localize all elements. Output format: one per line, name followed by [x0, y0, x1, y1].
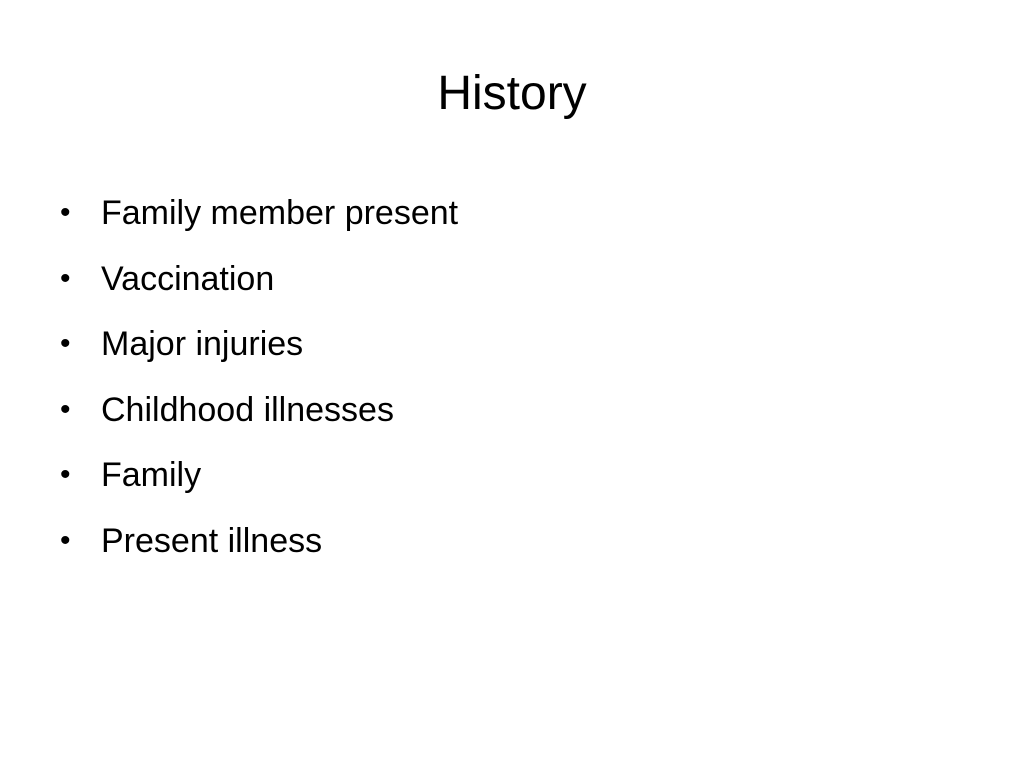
list-item-label: Family member present: [101, 194, 459, 232]
list-item-label: Present illness: [101, 521, 323, 560]
bullet-icon: •: [60, 196, 71, 229]
list-item-label: Major injuries: [101, 325, 304, 363]
slide-title: History: [437, 67, 587, 120]
bullet-icon: •: [60, 392, 71, 426]
bullet-icon: •: [60, 327, 71, 360]
bullet-icon: •: [60, 458, 71, 491]
list-item-label: Family: [101, 456, 202, 494]
bullet-icon: •: [60, 261, 71, 295]
list-item-label: Childhood illnesses: [101, 390, 394, 429]
bullet-icon: •: [60, 523, 71, 557]
list-item-label: Vaccination: [101, 259, 275, 298]
